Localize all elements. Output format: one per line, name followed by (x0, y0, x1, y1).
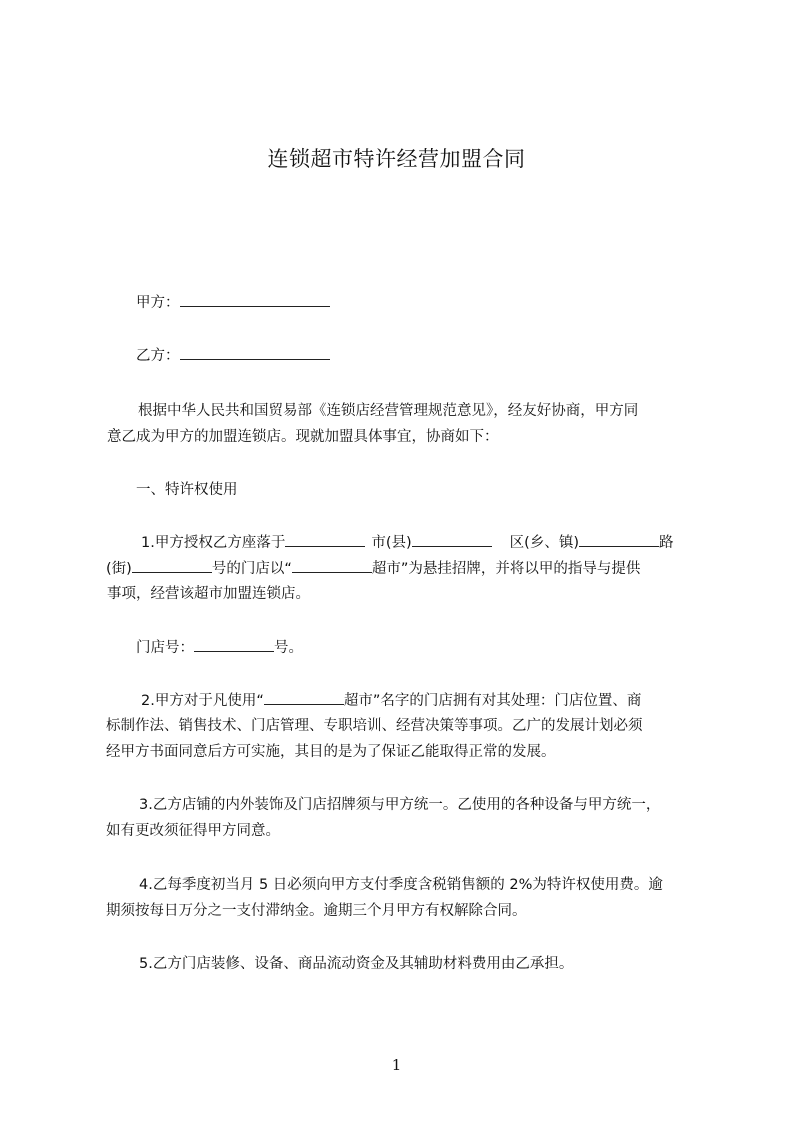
store-number-label: 门店号： (136, 640, 194, 656)
party-b-blank (180, 345, 330, 360)
district-blank (412, 532, 492, 547)
clause-2-part-2: 超市”名字的门店拥有对其处理：门店位置、商 (343, 693, 642, 709)
clause-1-line-3: 事项，经营该超市加盟连锁店。 (107, 586, 310, 602)
party-a-line (136, 292, 330, 313)
clause-1-part-5: (街) (106, 561, 132, 577)
store-number-suffix: 号。 (274, 640, 303, 656)
clause-1-part-6: 号的门店以“ (211, 561, 292, 577)
party-a-label: 甲方： (136, 295, 180, 311)
section-1-heading: 一、特许权使用 (136, 482, 238, 498)
intro-line-2: 意乙成为甲方的加盟连锁店。现就加盟具体事宜，协商如下： (107, 429, 499, 445)
clause-5-line-1: 5.乙方门店装修、设备、商品流动资金及其辅助材料费用由乙承担。 (139, 956, 574, 972)
store-number-blank (194, 637, 274, 652)
party-a-blank (180, 292, 330, 307)
clause-2-line-2: 标制作法、销售技术、门店管理、专职培训、经营决策等事项。乙广的发展计划必须 (106, 718, 643, 734)
clause-1-part-4: 路 (659, 535, 674, 551)
clause-1-part-2: 市(县) (371, 535, 412, 551)
clause-3-line-1: 3.乙方店铺的内外装饰及门店招牌须与甲方统一。乙使用的各种设备与甲方统一， (139, 797, 661, 813)
clause-3-line-2: 如有更改须征得甲方同意。 (106, 823, 280, 839)
clause-2-part-1: 2.甲方对于凡使用“ (141, 693, 264, 709)
clause-1-line-2 (106, 558, 640, 579)
clause-2-name-blank (264, 690, 344, 705)
document-title: 连锁超市特许经营加盟合同 (267, 147, 526, 171)
party-b-line (136, 345, 330, 366)
supermarket-name-blank (292, 558, 372, 573)
clause-1-part-3: 区(乡、镇) (509, 535, 579, 551)
store-number-line (136, 637, 303, 658)
intro-line-1: 根据中华人民共和国贸易部《连锁店经营管理规范意见》，经友好协商，甲方同 (138, 403, 639, 419)
clause-1-line-1 (141, 532, 674, 553)
party-b-label: 乙方： (136, 348, 180, 364)
road-blank (579, 532, 659, 547)
page-number: 1 (391, 1056, 402, 1074)
clause-4-line-1: 4.乙每季度初当月 5 日必须向甲方支付季度含税销售额的 2%为特许权使用费。逾 (139, 877, 663, 893)
number-blank (132, 558, 212, 573)
city-blank (285, 532, 365, 547)
clause-1-part-1: 1.甲方授权乙方座落于 (141, 535, 286, 551)
clause-2-line-1 (141, 690, 641, 711)
clause-1-part-7: 超市”为悬挂招牌，并将以甲的指导与提供 (371, 561, 641, 577)
clause-4-line-2: 期须按每日万分之一支付滞纳金。逾期三个月甲方有权解除合同。 (106, 903, 527, 919)
clause-2-line-3: 经甲方书面同意后方可实施，其目的是为了保证乙能取得正常的发展。 (106, 744, 556, 760)
